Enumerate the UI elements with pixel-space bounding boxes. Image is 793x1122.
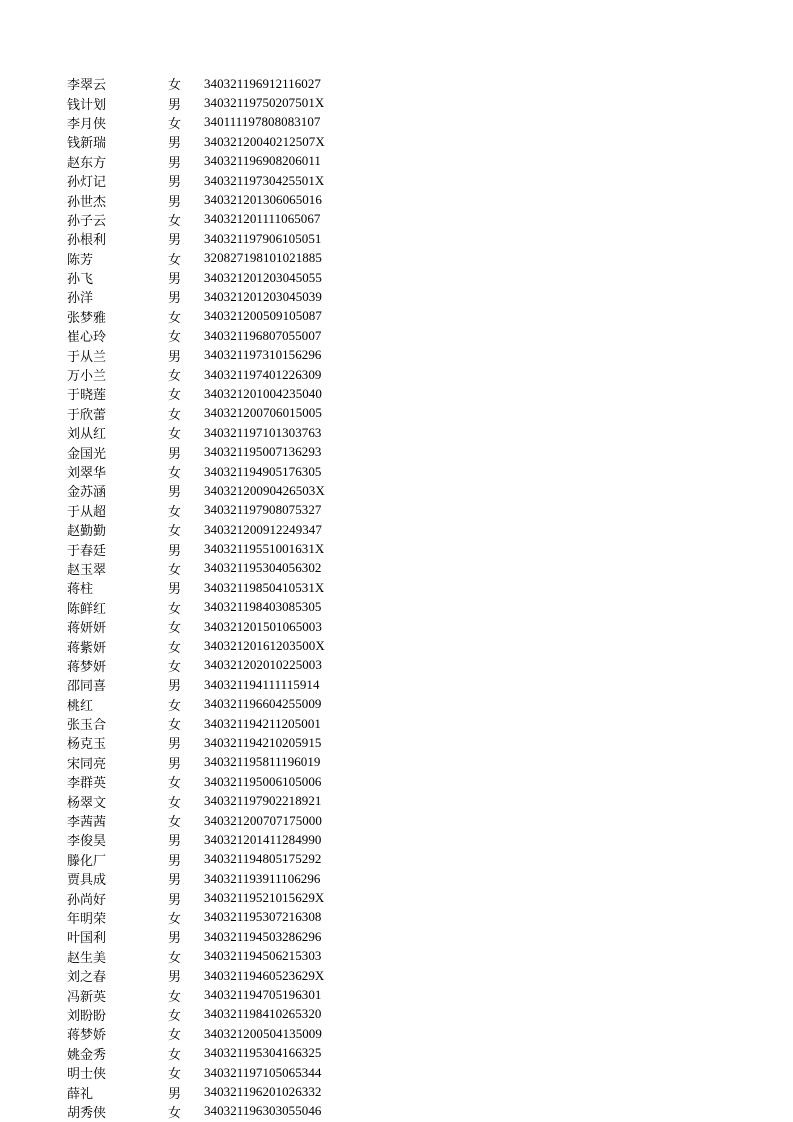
gender-cell: 女 — [168, 815, 182, 831]
id-number-cell: 340321197105065344 — [204, 1064, 322, 1080]
id-number-cell: 340321194905176305 — [204, 463, 322, 479]
name-cell: 于从兰 — [67, 349, 107, 365]
table-row — [67, 617, 325, 636]
table-row — [67, 307, 325, 326]
name-cell: 李俊昊 — [67, 834, 107, 850]
gender-cell: 女 — [168, 1008, 182, 1024]
name-cell: 孙尚好 — [67, 892, 107, 908]
id-number-cell: 340321200504135009 — [204, 1025, 322, 1041]
id-number-cell: 340321194705196301 — [204, 987, 322, 1003]
gender-cell: 女 — [168, 213, 182, 229]
name-cell: 赵东方 — [67, 155, 107, 171]
table-row — [67, 171, 325, 190]
table-row — [67, 733, 325, 752]
gender-cell: 女 — [168, 718, 182, 734]
table-row — [67, 132, 325, 151]
gender-cell: 男 — [168, 756, 182, 772]
id-number-cell: 340321195007136293 — [204, 444, 322, 460]
gender-cell: 男 — [168, 485, 182, 501]
name-cell: 年明荣 — [67, 911, 107, 927]
gender-cell: 男 — [168, 679, 182, 695]
name-cell: 孙飞 — [67, 272, 94, 288]
name-cell: 万小兰 — [67, 369, 107, 385]
table-row — [67, 927, 325, 946]
name-cell: 刘翠华 — [67, 466, 107, 481]
gender-cell: 男 — [168, 446, 182, 462]
table-row — [67, 947, 325, 966]
name-cell: 金苏涵 — [67, 485, 107, 501]
gender-cell: 女 — [168, 1105, 182, 1121]
gender-cell: 女 — [168, 795, 182, 811]
id-number-cell: 34032120040212507X — [204, 133, 325, 149]
gender-cell: 男 — [168, 737, 182, 753]
id-number-cell: 34032120161203500X — [204, 638, 325, 654]
table-row — [67, 1005, 325, 1024]
id-number-cell: 340321194805175292 — [204, 851, 322, 867]
gender-cell: 女 — [168, 698, 182, 714]
id-number-cell: 34032119750207501X — [204, 95, 325, 111]
gender-cell: 女 — [168, 407, 182, 423]
id-number-cell: 340321195811196019 — [204, 754, 321, 770]
name-cell: 刘从红 — [67, 427, 107, 443]
id-number-cell: 340321197401226309 — [204, 366, 322, 382]
name-cell: 赵生美 — [67, 950, 107, 966]
id-number-cell: 340321197101303763 — [204, 424, 322, 440]
id-number-cell: 34032119521015629X — [204, 890, 325, 906]
gender-cell: 女 — [168, 640, 182, 656]
gender-cell: 男 — [168, 970, 182, 986]
id-number-cell: 340321194111115914 — [204, 676, 320, 692]
id-number-cell: 340321195006105006 — [204, 773, 322, 789]
table-row — [67, 113, 325, 132]
id-number-cell: 34032119460523629X — [204, 967, 325, 983]
table-row — [67, 578, 325, 597]
name-cell: 于从超 — [67, 504, 107, 520]
name-cell: 陈鲜红 — [67, 601, 107, 617]
gender-cell: 女 — [168, 562, 182, 578]
table-row — [67, 481, 325, 500]
id-number-cell: 340321193911106296 — [204, 870, 321, 886]
gender-cell: 女 — [168, 388, 182, 404]
gender-cell: 男 — [168, 136, 182, 152]
name-cell: 蒋梦妍 — [67, 659, 107, 675]
gender-cell: 男 — [168, 543, 182, 559]
id-number-cell: 340321196807055007 — [204, 327, 322, 343]
gender-cell: 男 — [168, 175, 182, 191]
table-row — [67, 1082, 325, 1101]
table-row — [67, 772, 325, 791]
table-row — [67, 152, 325, 171]
table-row — [67, 210, 325, 229]
id-number-cell: 340321201306065016 — [204, 192, 322, 208]
name-cell: 杨翠文 — [67, 795, 107, 811]
table-row — [67, 462, 325, 481]
id-number-cell: 340321200707175000 — [204, 812, 322, 828]
name-cell: 陈芳 — [67, 252, 94, 268]
id-number-cell: 340321197310156296 — [204, 347, 322, 363]
name-cell: 钱新瑞 — [67, 136, 107, 152]
id-number-cell: 340321201411284990 — [204, 831, 322, 847]
id-number-cell: 340321195304056302 — [204, 560, 322, 576]
gender-cell: 男 — [168, 892, 182, 908]
id-number-cell: 340321201501065003 — [204, 618, 322, 634]
id-number-cell: 34032120090426503X — [204, 482, 325, 498]
name-cell: 张玉合 — [67, 718, 107, 734]
gender-cell: 女 — [168, 427, 182, 443]
name-cell: 李群英 — [67, 776, 107, 792]
table-row — [67, 675, 325, 694]
name-cell: 叶国利 — [67, 931, 107, 947]
id-number-cell: 340321194210205915 — [204, 734, 322, 750]
id-number-cell: 340321197902218921 — [204, 793, 322, 809]
gender-cell: 女 — [168, 466, 182, 481]
gender-cell: 女 — [168, 1028, 182, 1044]
gender-cell: 女 — [168, 621, 182, 637]
table-row — [67, 365, 325, 384]
gender-cell: 女 — [168, 78, 182, 94]
table-row — [67, 345, 325, 364]
name-cell: 张梦雅 — [67, 310, 107, 326]
name-cell: 孙灯记 — [67, 175, 107, 191]
name-cell: 孙世杰 — [67, 194, 107, 210]
gender-cell: 男 — [168, 853, 182, 869]
gender-cell: 女 — [168, 252, 182, 268]
name-cell: 杨克玉 — [67, 737, 107, 753]
table-row — [67, 753, 325, 772]
gender-cell: 女 — [168, 601, 182, 617]
name-cell: 蒋柱 — [67, 582, 94, 598]
table-row — [67, 598, 325, 617]
gender-cell: 男 — [168, 155, 182, 171]
table-row — [67, 74, 325, 93]
gender-cell: 男 — [168, 233, 182, 249]
table-row — [67, 404, 325, 423]
table-row — [67, 1024, 325, 1043]
gender-cell: 女 — [168, 911, 182, 927]
name-cell: 桃红 — [67, 698, 94, 714]
table-row — [67, 249, 325, 268]
id-number-cell: 340321201111065067 — [204, 211, 321, 227]
name-cell: 姚金秀 — [67, 1047, 107, 1063]
table-row — [67, 539, 325, 558]
name-cell: 李月侠 — [67, 116, 107, 132]
name-cell: 孙根利 — [67, 233, 107, 249]
id-number-cell: 340321196303055046 — [204, 1103, 322, 1119]
id-number-cell: 340321201203045055 — [204, 269, 322, 285]
id-number-cell: 340321200706015005 — [204, 405, 322, 421]
gender-cell: 男 — [168, 272, 182, 288]
table-row — [67, 966, 325, 985]
table-row — [67, 791, 325, 810]
table-row — [67, 888, 325, 907]
table-row — [67, 190, 325, 209]
gender-cell: 男 — [168, 291, 182, 307]
name-cell: 于晓莲 — [67, 388, 107, 404]
table-row — [67, 520, 325, 539]
id-number-cell: 340321201004235040 — [204, 385, 322, 401]
gender-cell: 男 — [168, 1086, 182, 1102]
name-cell: 邵同喜 — [67, 679, 107, 695]
table-row — [67, 985, 325, 1004]
table-row — [67, 326, 325, 345]
table-row — [67, 869, 325, 888]
name-cell: 滕化厂 — [67, 853, 107, 869]
table-row — [67, 423, 325, 442]
id-number-cell: 34032119730425501X — [204, 172, 325, 188]
table-row — [67, 811, 325, 830]
id-number-cell: 340111197808083107 — [204, 114, 321, 130]
name-cell: 明士侠 — [67, 1067, 107, 1083]
gender-cell: 女 — [168, 330, 182, 346]
table-row — [67, 830, 325, 849]
table-row — [67, 93, 325, 112]
id-number-cell: 34032119850410531X — [204, 579, 325, 595]
table-row — [67, 1063, 325, 1082]
name-cell: 于春廷 — [67, 543, 107, 559]
gender-cell: 女 — [168, 1047, 182, 1063]
table-row — [67, 714, 325, 733]
name-cell: 崔心玲 — [67, 330, 107, 346]
id-number-cell: 340321196908206011 — [204, 153, 321, 169]
name-cell: 孙洋 — [67, 291, 94, 307]
name-cell: 刘盼盼 — [67, 1008, 107, 1024]
id-number-cell: 340321194503286296 — [204, 928, 322, 944]
name-cell: 于欣蕾 — [67, 407, 107, 423]
gender-cell: 男 — [168, 834, 182, 850]
name-cell: 李茜茜 — [67, 815, 107, 831]
name-cell: 赵玉翠 — [67, 562, 107, 578]
name-cell: 胡秀侠 — [67, 1105, 107, 1121]
gender-cell: 男 — [168, 582, 182, 598]
name-cell: 贾具成 — [67, 873, 107, 889]
table-row — [67, 636, 325, 655]
name-cell: 刘之春 — [67, 970, 107, 986]
gender-cell: 男 — [168, 873, 182, 889]
table-row — [67, 287, 325, 306]
table-row — [67, 850, 325, 869]
id-number-cell: 340321201203045039 — [204, 288, 322, 304]
gender-cell: 女 — [168, 116, 182, 132]
name-cell: 蒋紫妍 — [67, 640, 107, 656]
gender-cell: 女 — [168, 1067, 182, 1083]
id-number-cell: 340321194211205001 — [204, 715, 321, 731]
id-number-cell: 340321197908075327 — [204, 502, 322, 518]
table-row — [67, 1102, 325, 1121]
gender-cell: 女 — [168, 776, 182, 792]
table-row — [67, 1044, 325, 1063]
table-row — [67, 695, 325, 714]
id-number-cell: 340321196201026332 — [204, 1084, 322, 1099]
id-number-cell: 340321195304166325 — [204, 1045, 322, 1061]
name-cell: 金国光 — [67, 446, 107, 462]
name-cell: 宋同亮 — [67, 756, 107, 772]
gender-cell: 女 — [168, 504, 182, 520]
name-cell: 冯新英 — [67, 989, 107, 1005]
name-cell: 孙子云 — [67, 213, 107, 229]
name-cell: 赵勤勤 — [67, 524, 107, 540]
name-cell: 蒋妍妍 — [67, 621, 107, 637]
table-row — [67, 501, 325, 520]
gender-cell: 男 — [168, 97, 182, 113]
id-number-cell: 340321194506215303 — [204, 948, 322, 964]
table-row — [67, 908, 325, 927]
table-row — [67, 559, 325, 578]
roster-table — [67, 74, 325, 1121]
gender-cell: 男 — [168, 194, 182, 210]
id-number-cell: 340321202010225003 — [204, 657, 322, 673]
id-number-cell: 340321200509105087 — [204, 308, 322, 324]
id-number-cell: 34032119551001631X — [204, 541, 325, 557]
name-cell: 薛礼 — [67, 1086, 94, 1102]
gender-cell: 女 — [168, 659, 182, 675]
id-number-cell: 340321195307216308 — [204, 909, 322, 925]
table-row — [67, 229, 325, 248]
gender-cell: 女 — [168, 310, 182, 326]
table-row — [67, 656, 325, 675]
name-cell: 钱计划 — [67, 97, 107, 113]
gender-cell: 女 — [168, 524, 182, 540]
table-row — [67, 268, 325, 287]
id-number-cell: 320827198101021885 — [204, 250, 322, 266]
gender-cell: 女 — [168, 989, 182, 1005]
id-number-cell: 340321197906105051 — [204, 230, 322, 246]
name-cell: 李翠云 — [67, 78, 107, 94]
gender-cell: 女 — [168, 369, 182, 385]
id-number-cell: 340321196912116027 — [204, 75, 321, 91]
table-row — [67, 442, 325, 461]
table-row — [67, 384, 325, 403]
id-number-cell: 340321198410265320 — [204, 1006, 322, 1022]
gender-cell: 男 — [168, 931, 182, 947]
id-number-cell: 340321198403085305 — [204, 599, 322, 615]
name-cell: 蒋梦娇 — [67, 1028, 107, 1044]
id-number-cell: 340321196604255009 — [204, 696, 322, 712]
id-number-cell: 340321200912249347 — [204, 521, 322, 537]
gender-cell: 男 — [168, 349, 182, 365]
gender-cell: 女 — [168, 950, 182, 966]
